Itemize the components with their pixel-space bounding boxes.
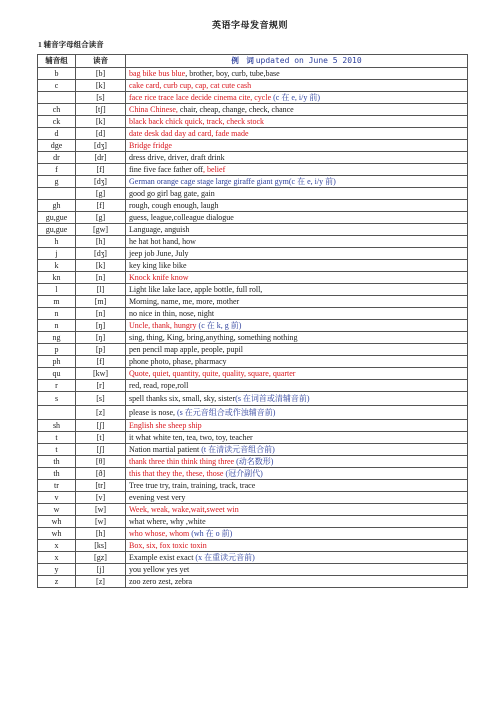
example-cell xyxy=(126,320,468,332)
phonetic-cell: [ks] xyxy=(76,540,126,552)
example-text: Week, weak, wake,wait,sweet win xyxy=(129,504,239,514)
table-row xyxy=(38,564,468,576)
phonetic-cell: [n] xyxy=(76,272,126,284)
example-text: Nation martial patient xyxy=(129,444,200,454)
phonetic-cell: [ð] xyxy=(76,468,126,480)
example-text: (s 在词首或清辅音前) xyxy=(235,393,310,403)
example-cell xyxy=(126,344,468,356)
example-cell xyxy=(126,332,468,344)
example-cell xyxy=(126,152,468,164)
phonetic-cell: [k] xyxy=(76,116,126,128)
letter-combo-cell: kn xyxy=(38,272,76,284)
phonetic-cell: [z] xyxy=(76,576,126,588)
letter-combo-cell: z xyxy=(38,576,76,588)
example-cell xyxy=(126,368,468,380)
example-text: Bridge fridge xyxy=(129,140,172,150)
letter-combo-cell: h xyxy=(38,236,76,248)
phonetic-cell: [gw] xyxy=(76,224,126,236)
letter-combo-cell: w xyxy=(38,504,76,516)
example-text: red, read, rope,roll xyxy=(129,380,189,390)
letter-combo-cell: v xyxy=(38,492,76,504)
phonics-table xyxy=(37,54,468,588)
letter-combo-cell: gu,gue xyxy=(38,212,76,224)
example-text: Tree true try, train, training, track, trace xyxy=(129,480,256,490)
table-row xyxy=(38,176,468,188)
letter-combo-cell: f xyxy=(38,164,76,176)
example-text: Uncle, thank, hungry xyxy=(129,320,197,330)
letter-combo-cell: th xyxy=(38,456,76,468)
example-text: , brother, boy, curb, tube,base xyxy=(185,68,280,78)
example-text: spell thanks six, small, sky, sister xyxy=(129,393,236,403)
letter-combo-cell: k xyxy=(38,260,76,272)
table-row xyxy=(38,540,468,552)
table-row xyxy=(38,344,468,356)
phonetic-cell: [s] xyxy=(76,392,126,406)
example-text: date desk dad day ad card, fade made xyxy=(129,128,249,138)
example-text: it what white ten, tea, two, toy, teacher xyxy=(129,432,253,442)
table-row xyxy=(38,320,468,332)
phonetic-cell: [ʃ] xyxy=(76,444,126,456)
example-text: Morning, name, me, more, mother xyxy=(129,296,240,306)
table-row xyxy=(38,420,468,432)
example-cell xyxy=(126,104,468,116)
table-row xyxy=(38,504,468,516)
example-cell xyxy=(126,116,468,128)
example-cell xyxy=(126,406,468,420)
example-text: phone photo, phase, pharmacy xyxy=(129,356,227,366)
phonetic-cell: [dʒ] xyxy=(76,176,126,188)
letter-combo-cell: p xyxy=(38,344,76,356)
example-text: no nice in thin, nose, night xyxy=(129,308,215,318)
table-row xyxy=(38,272,468,284)
example-cell xyxy=(126,296,468,308)
phonetic-cell: [ʃ] xyxy=(76,420,126,432)
example-cell xyxy=(126,516,468,528)
example-text: you yellow yes yet xyxy=(129,564,190,574)
example-text: bag bike bus blue xyxy=(129,68,186,78)
phonetic-cell: [gz] xyxy=(76,552,126,564)
letter-combo-cell: l xyxy=(38,284,76,296)
table-row xyxy=(38,152,468,164)
phonetic-cell: [f] xyxy=(76,200,126,212)
table-row xyxy=(38,80,468,92)
example-cell xyxy=(126,140,468,152)
phonetic-cell: [ŋ] xyxy=(76,332,126,344)
phonetic-cell: [d] xyxy=(76,128,126,140)
example-cell xyxy=(126,212,468,224)
example-text: guess, league,colleague dialogue xyxy=(129,212,234,222)
table-row xyxy=(38,552,468,564)
example-cell xyxy=(126,380,468,392)
letter-combo-cell: s xyxy=(38,392,76,406)
example-cell xyxy=(126,420,468,432)
letter-combo-cell: gu,gue xyxy=(38,224,76,236)
phonetic-cell: [w] xyxy=(76,516,126,528)
letter-combo-cell: qu xyxy=(38,368,76,380)
letter-combo-cell: b xyxy=(38,68,76,80)
example-text: Language, anguish xyxy=(129,224,190,234)
letter-combo-cell: x xyxy=(38,540,76,552)
phonetic-cell: [kw] xyxy=(76,368,126,380)
table-row xyxy=(38,140,468,152)
example-cell xyxy=(126,468,468,480)
page-title: 英语字母发音规则 xyxy=(211,20,288,30)
table-row xyxy=(38,332,468,344)
example-cell xyxy=(126,248,468,260)
letter-combo-cell: ch xyxy=(38,104,76,116)
example-cell xyxy=(126,492,468,504)
example-cell xyxy=(126,392,468,406)
example-text: Knock knife know xyxy=(129,272,189,282)
phonetic-cell: [k] xyxy=(76,260,126,272)
letter-combo-cell: x xyxy=(38,552,76,564)
example-text: jeep job June, July xyxy=(129,248,189,258)
letter-combo-cell: t xyxy=(38,444,76,456)
table-row xyxy=(38,444,468,456)
phonetic-cell: [l] xyxy=(76,284,126,296)
example-cell xyxy=(126,540,468,552)
example-text: (x 在重读元音前) xyxy=(193,552,255,562)
letter-combo-cell: th xyxy=(38,468,76,480)
example-text: , belief xyxy=(203,164,226,174)
example-text: face rice trace lace decide cinema cite, cycle xyxy=(129,92,272,102)
letter-combo-cell: gh xyxy=(38,200,76,212)
example-cell xyxy=(126,128,468,140)
phonetic-cell: [g] xyxy=(76,212,126,224)
phonetic-cell: [m] xyxy=(76,296,126,308)
phonetic-cell: [j] xyxy=(76,564,126,576)
letter-combo-cell: wh xyxy=(38,528,76,540)
table-row xyxy=(38,468,468,480)
letter-combo-cell: ng xyxy=(38,332,76,344)
example-cell xyxy=(126,92,468,104)
table-row xyxy=(38,576,468,588)
example-cell xyxy=(126,176,468,188)
phonetic-cell: [r] xyxy=(76,380,126,392)
example-text: zoo zero zest, zebra xyxy=(129,576,193,586)
header-updated: updated on June 5 2010 xyxy=(255,56,362,65)
letter-combo-cell: d xyxy=(38,128,76,140)
example-text: Light like lake lace, apple bottle, full roll, xyxy=(129,284,263,294)
example-cell xyxy=(126,80,468,92)
example-text: please is nose, xyxy=(129,407,175,417)
example-text: Box, six, fox toxic toxin xyxy=(129,540,207,550)
letter-combo-cell xyxy=(38,406,76,420)
example-text: evening vest very xyxy=(129,492,186,502)
phonetic-cell: [tʃ] xyxy=(76,104,126,116)
letter-combo-cell: t xyxy=(38,432,76,444)
letter-combo-cell: dge xyxy=(38,140,76,152)
header-sound: 读音 xyxy=(76,55,126,68)
phonetic-cell: [k] xyxy=(76,80,126,92)
phonetic-cell: [s] xyxy=(76,92,126,104)
table-row xyxy=(38,296,468,308)
example-text: cake card, curb cup, cap, cat cute cash xyxy=(129,80,252,90)
letter-combo-cell: sh xyxy=(38,420,76,432)
table-row xyxy=(38,308,468,320)
phonetic-cell: [n] xyxy=(76,308,126,320)
letter-combo-cell: n xyxy=(38,320,76,332)
example-text: (t 在清读元音组合前) xyxy=(199,444,275,454)
table-row xyxy=(38,480,468,492)
phonetic-cell: [ŋ] xyxy=(76,320,126,332)
phonetic-cell: [t] xyxy=(76,432,126,444)
example-text: he hat hot hand, how xyxy=(129,236,196,246)
table-row xyxy=(38,248,468,260)
phonetic-cell: [h] xyxy=(76,528,126,540)
example-cell xyxy=(126,356,468,368)
phonetic-cell: [θ] xyxy=(76,456,126,468)
example-cell xyxy=(126,444,468,456)
table-row xyxy=(38,92,468,104)
table-row xyxy=(38,284,468,296)
example-text: Quote, quiet, quantity, quite, quality, square, quarter xyxy=(129,368,296,378)
letter-combo-cell: ck xyxy=(38,116,76,128)
example-text: who whose, whom xyxy=(129,528,190,538)
letter-combo-cell: c xyxy=(38,80,76,92)
table-row xyxy=(38,260,468,272)
table-row xyxy=(38,406,468,420)
example-cell xyxy=(126,68,468,80)
example-cell xyxy=(126,164,468,176)
example-text: (c 在 e, i/y 前) xyxy=(288,176,336,186)
table-row xyxy=(38,188,468,200)
phonetic-cell: [h] xyxy=(76,236,126,248)
letter-combo-cell: tr xyxy=(38,480,76,492)
example-text: thank three thin think thing three xyxy=(129,456,235,466)
letter-combo-cell xyxy=(38,188,76,200)
phonetic-cell: [dʒ] xyxy=(76,140,126,152)
example-cell xyxy=(126,260,468,272)
example-text: what where, why ,white xyxy=(129,516,206,526)
example-cell xyxy=(126,432,468,444)
example-cell xyxy=(126,552,468,564)
phonetic-cell: [w] xyxy=(76,504,126,516)
table-row xyxy=(38,236,468,248)
example-cell xyxy=(126,272,468,284)
letter-combo-cell: r xyxy=(38,380,76,392)
table-row xyxy=(38,456,468,468)
table-row xyxy=(38,368,468,380)
table-row xyxy=(38,356,468,368)
example-text: German orange cage stage large giraffe giant gym xyxy=(129,176,289,186)
letter-combo-cell: dr xyxy=(38,152,76,164)
letter-combo-cell xyxy=(38,92,76,104)
phonetic-cell: [dʒ] xyxy=(76,248,126,260)
example-text: fine five face father off xyxy=(129,164,204,174)
header-example-label: 例 词 xyxy=(231,56,254,65)
phonetic-cell: [f] xyxy=(76,164,126,176)
table-row xyxy=(38,164,468,176)
example-text: good go girl bag gate, gain xyxy=(129,188,215,198)
example-cell xyxy=(126,188,468,200)
example-text: black back chick quick, track, check stock xyxy=(129,116,265,126)
example-text: China Chinese, xyxy=(129,104,178,114)
example-text: English she sheep ship xyxy=(129,420,202,430)
table-row xyxy=(38,224,468,236)
example-text: Example exist exact xyxy=(129,552,194,562)
table-row xyxy=(38,492,468,504)
phonetic-cell: [dr] xyxy=(76,152,126,164)
phonetic-cell: [tr] xyxy=(76,480,126,492)
table-row xyxy=(38,528,468,540)
table-header-row xyxy=(38,55,468,68)
section-title: 1 辅音字母组合读音 xyxy=(38,40,104,49)
table-body xyxy=(38,68,468,588)
example-cell xyxy=(126,236,468,248)
table-row xyxy=(38,432,468,444)
letter-combo-cell: n xyxy=(38,308,76,320)
example-cell xyxy=(126,200,468,212)
phonetic-cell: [z] xyxy=(76,406,126,420)
table-row xyxy=(38,116,468,128)
table-row xyxy=(38,104,468,116)
header-example xyxy=(126,55,468,68)
example-text: (c 在 e, i/y 前) xyxy=(271,92,320,102)
example-text: (c 在 k, g 前) xyxy=(196,320,242,330)
example-cell xyxy=(126,576,468,588)
example-text: (冠介副代) xyxy=(223,468,263,478)
example-text: rough, cough enough, laugh xyxy=(129,200,219,210)
phonetic-cell: [b] xyxy=(76,68,126,80)
example-text: (wh 在 o 前) xyxy=(189,528,233,538)
example-text: (动名数形) xyxy=(234,456,274,466)
example-text: chair, cheap, change, check, chance xyxy=(177,104,294,114)
phonetic-cell: [v] xyxy=(76,492,126,504)
example-text: key king like bike xyxy=(129,260,187,270)
letter-combo-cell: g xyxy=(38,176,76,188)
header-combo: 辅音组 xyxy=(38,55,76,68)
example-cell xyxy=(126,528,468,540)
example-text: pen pencil map apple, people, pupil xyxy=(129,344,243,354)
example-text: dress drive, driver, draft drink xyxy=(129,152,225,162)
table-row xyxy=(38,68,468,80)
example-cell xyxy=(126,456,468,468)
table-row xyxy=(38,200,468,212)
example-cell xyxy=(126,480,468,492)
phonetic-cell: [p] xyxy=(76,344,126,356)
example-cell xyxy=(126,308,468,320)
example-text: sing, thing, King, bring,anything, something nothing xyxy=(129,332,298,342)
table-row xyxy=(38,128,468,140)
table-row xyxy=(38,212,468,224)
table-row xyxy=(38,392,468,406)
table-row xyxy=(38,380,468,392)
example-text: (s 在元音组合或作浊辅音前) xyxy=(175,407,276,417)
example-cell xyxy=(126,224,468,236)
letter-combo-cell: y xyxy=(38,564,76,576)
phonetic-cell: [g] xyxy=(76,188,126,200)
example-cell xyxy=(126,504,468,516)
table-row xyxy=(38,516,468,528)
example-cell xyxy=(126,284,468,296)
phonetic-cell: [f] xyxy=(76,356,126,368)
example-cell xyxy=(126,564,468,576)
letter-combo-cell: ph xyxy=(38,356,76,368)
letter-combo-cell: wh xyxy=(38,516,76,528)
example-text: this that they the, these, those xyxy=(129,468,224,478)
letter-combo-cell: j xyxy=(38,248,76,260)
letter-combo-cell: m xyxy=(38,296,76,308)
